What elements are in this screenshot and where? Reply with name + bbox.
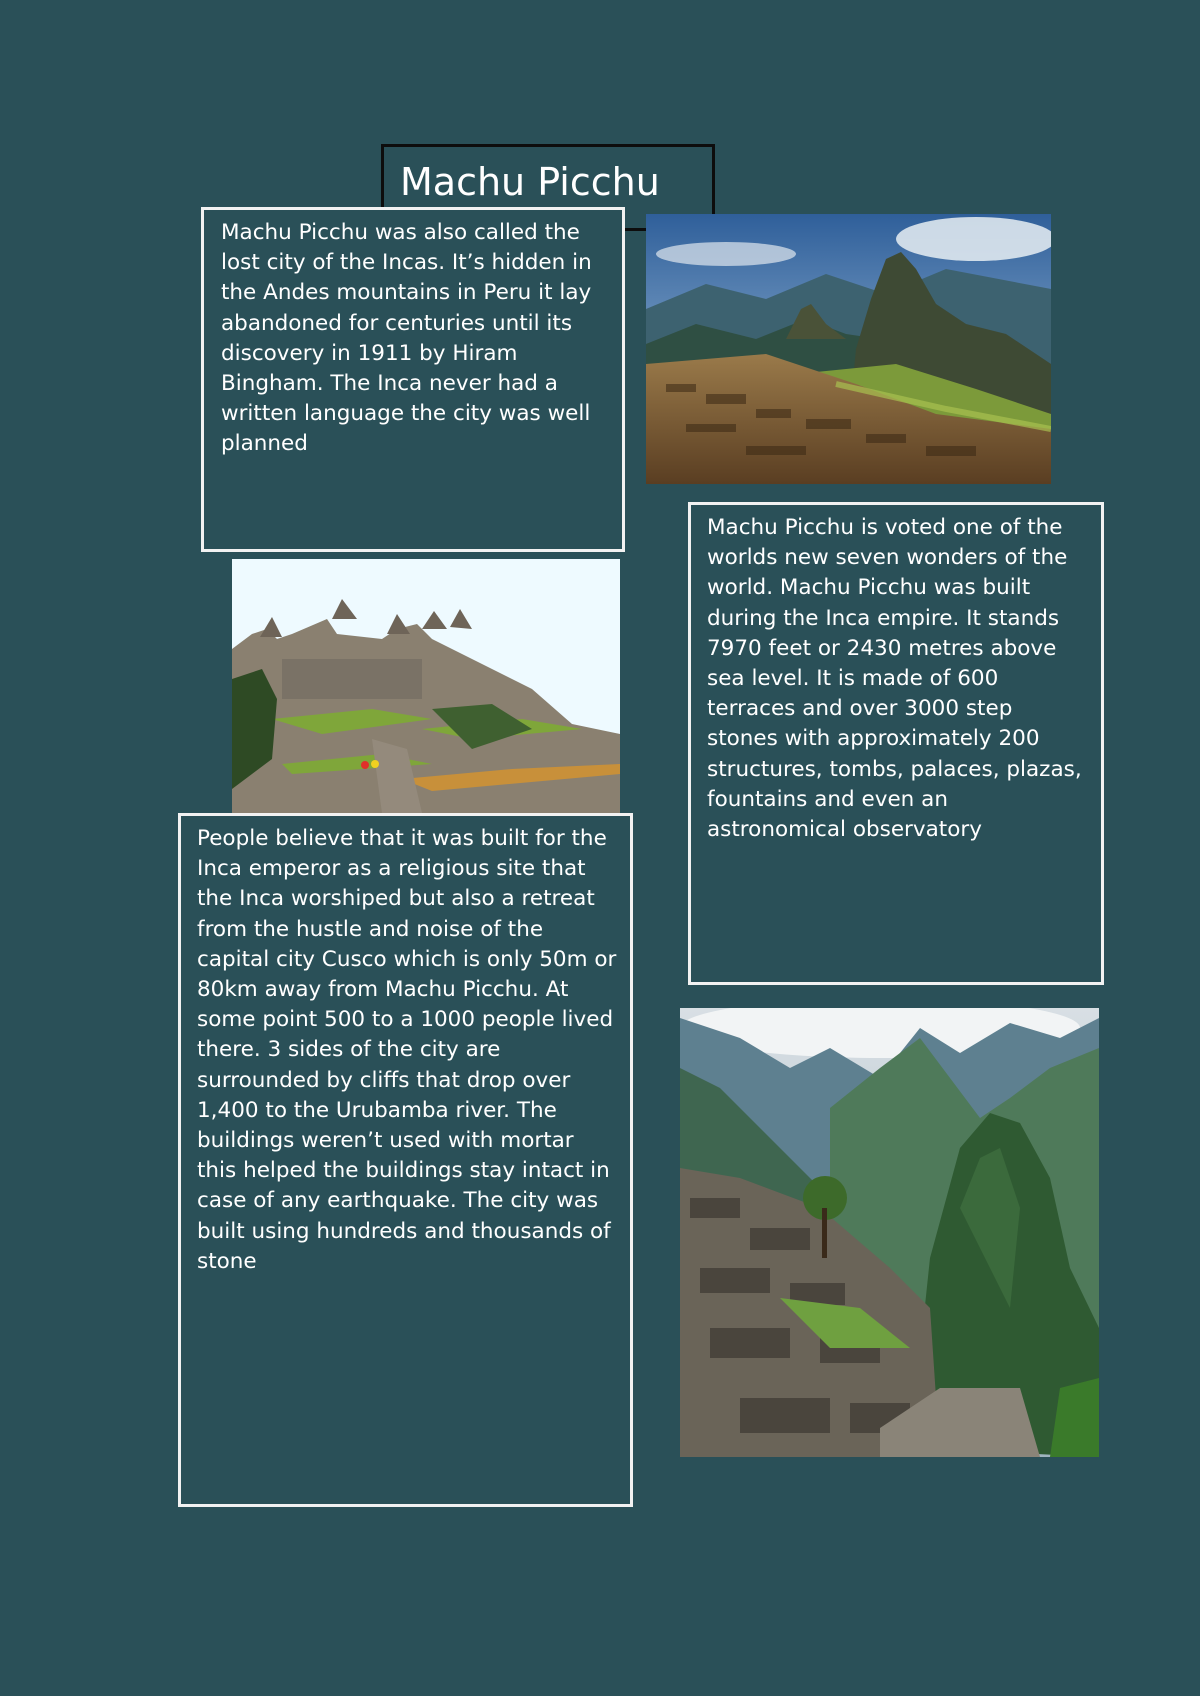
machu-picchu-panorama-photo <box>646 214 1051 484</box>
mountain-valley-photo <box>680 1008 1099 1457</box>
terraced-ruins-photo <box>232 559 620 813</box>
history-text-box: People believe that it was built for the Inca emperor as a religious site that the Inca worshiped but also a retreat from the hustle and noise of the capital city Cusco which is only 50m or 80km away from Machu Picchu. At some point 500 to a 1000 people lived there. 3 sides of the city are surrounded by cliffs that drop over 1,400 to the Urubamba river. The buildings weren’t used with mortar this helped the buildings stay intact in case of any earthquake. The city was built using hundreds and thousands of stone <box>178 813 633 1507</box>
wonders-text-box: Machu Picchu is voted one of the worlds new seven wonders of the world. Machu Picchu was built during the Inca empire. It stands 7970 feet or 2430 metres above sea level. It is made of 600 terraces and over 3000 step stones with approximately 200 structures, tombs, palaces, plazas, fountains and even an astronomical observatory <box>688 502 1104 985</box>
intro-text-box: Machu Picchu was also called the lost city of the Incas. It’s hidden in the Andes mountains in Peru it lay abandoned for centuries until its discovery in 1911 by Hiram Bingham. The Inca never had a written language the city was well planned <box>201 207 625 552</box>
page-title: Machu Picchu <box>381 144 715 231</box>
